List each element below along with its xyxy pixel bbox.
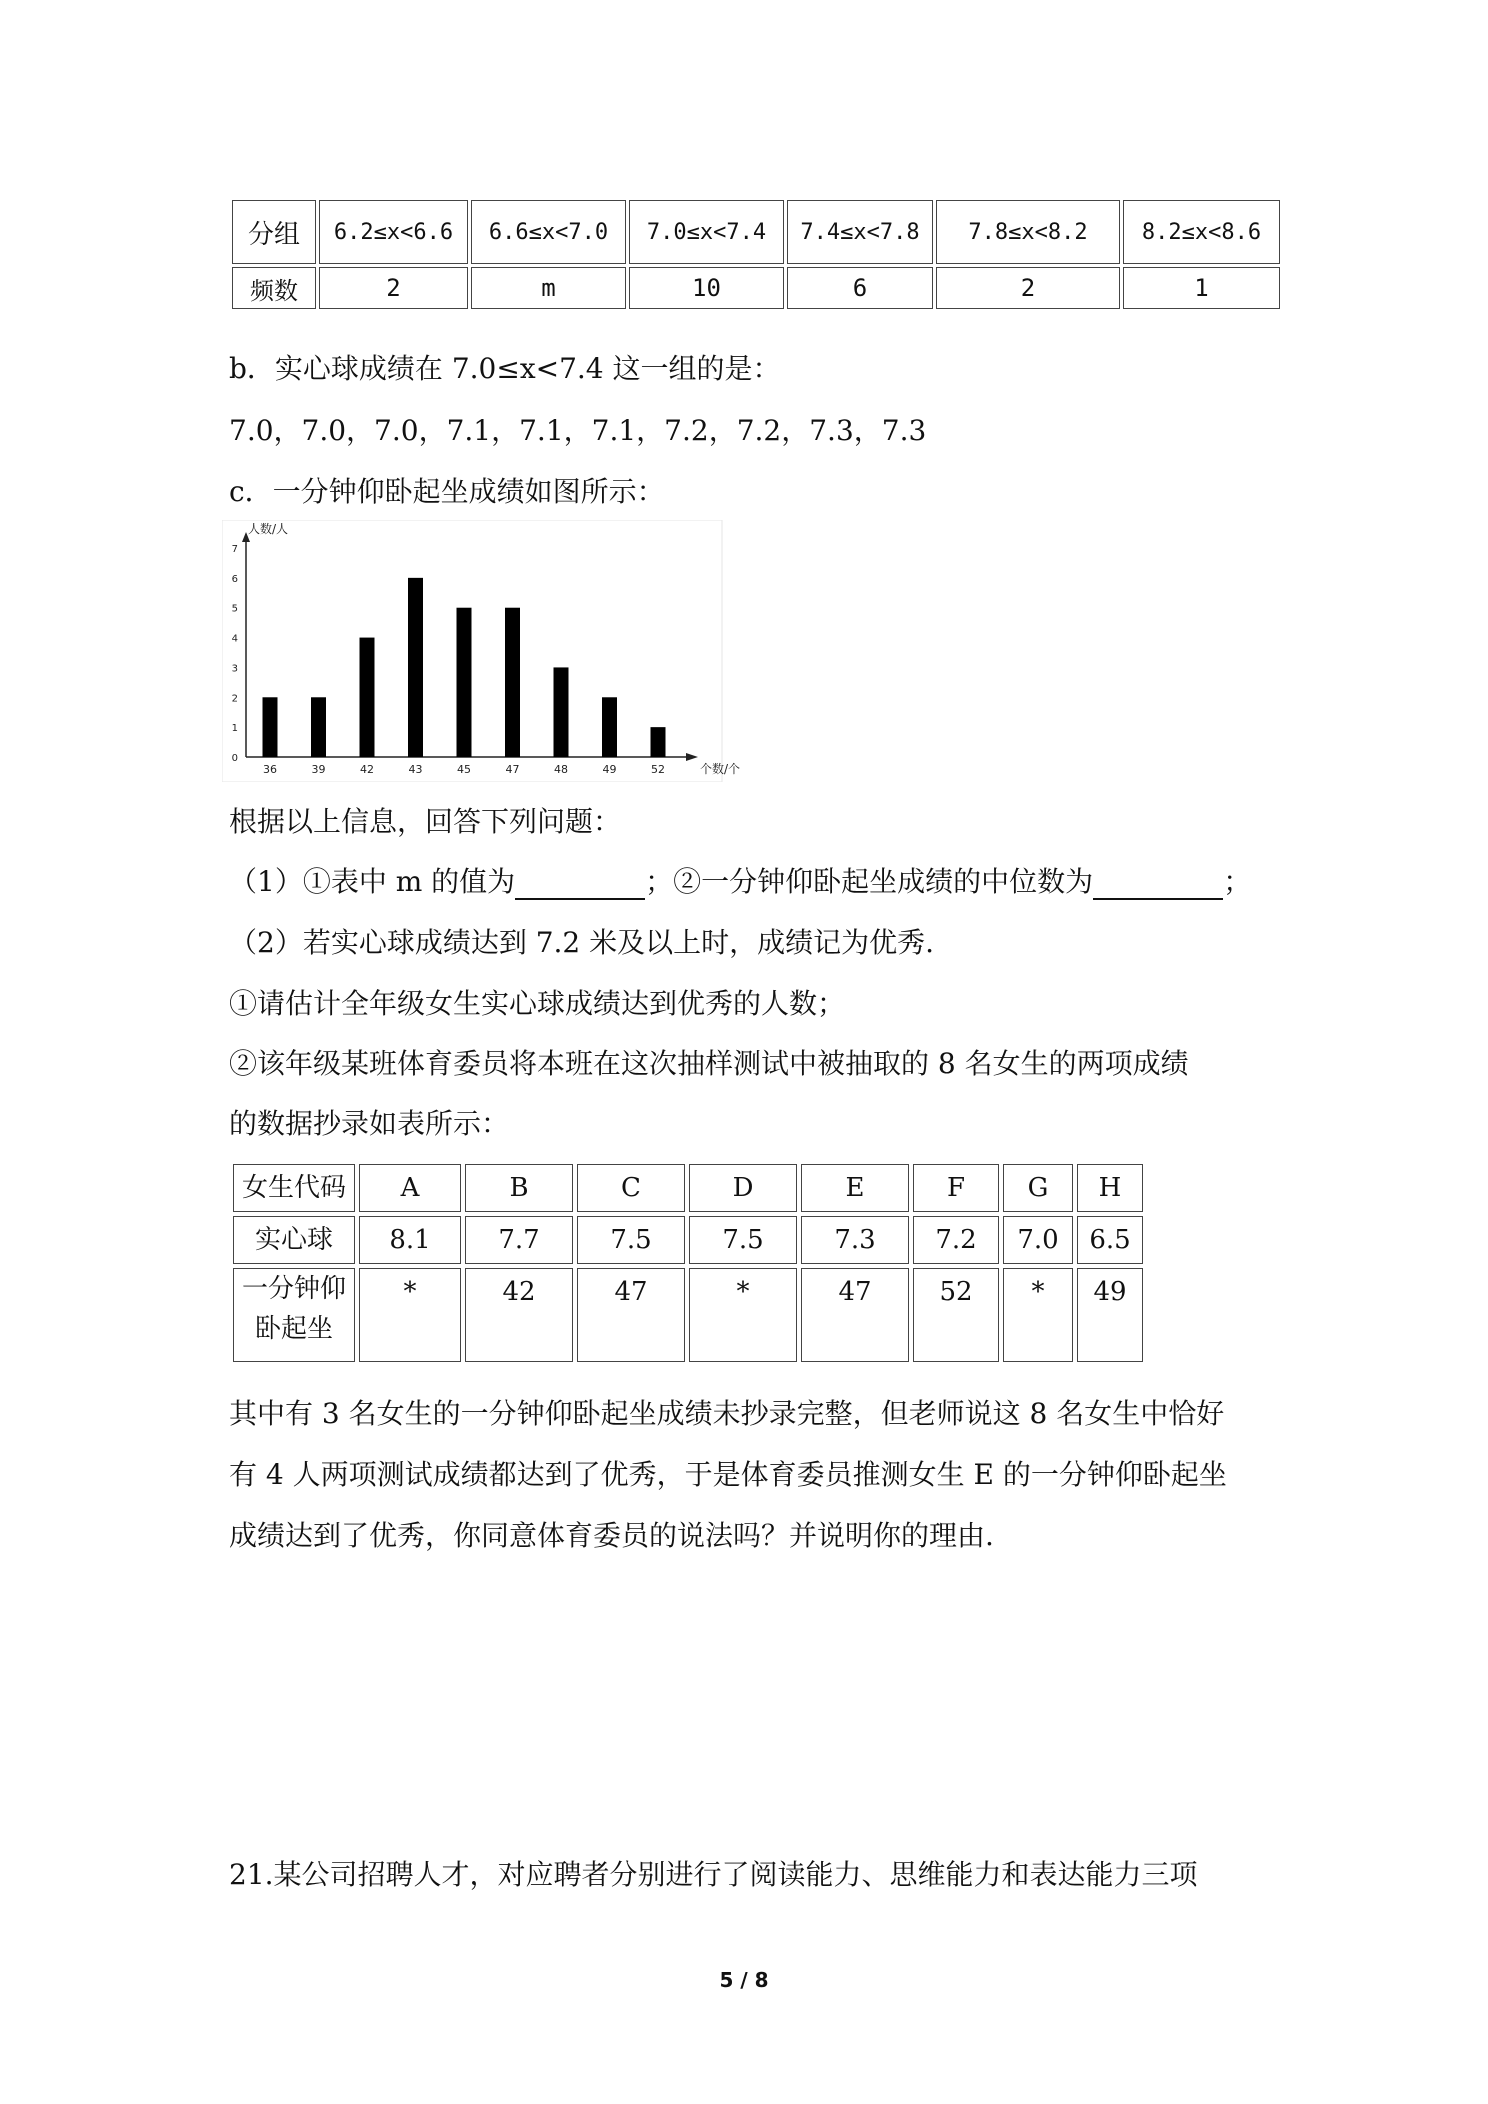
table-cell: 分组 (232, 200, 316, 264)
table-cell: 6.6≤x<7.0 (471, 200, 626, 264)
table-cell: 6 (787, 267, 933, 309)
table-cell (233, 1268, 355, 1362)
table-cell: * (359, 1268, 461, 1362)
table-cell: 52 (913, 1268, 999, 1362)
chart-frame (222, 520, 722, 782)
text-line: c．一分钟仰卧起坐成绩如图所示： (229, 475, 665, 508)
table-cell: 7.0≤x<7.4 (629, 200, 784, 264)
bar (360, 638, 375, 757)
table-cell: 2 (936, 267, 1120, 309)
table-cell: 7.5 (577, 1216, 685, 1264)
bar (408, 578, 423, 757)
table-cell: H (1077, 1164, 1143, 1212)
table-cell: 7.2 (913, 1216, 999, 1264)
table-row (232, 200, 1280, 264)
table-cell: 女生代码 (233, 1164, 355, 1212)
x-tick-label: 47 (505, 763, 520, 776)
text-line: b．实心球成绩在 7.0≤x<7.4 这一组的是： (229, 352, 781, 385)
bar (554, 667, 569, 757)
table-cell: 47 (577, 1268, 685, 1362)
table-cell: 7.3 (801, 1216, 909, 1264)
table-cell: 42 (465, 1268, 573, 1362)
table-row (232, 267, 1280, 309)
text-span: （1）①表中 m 的值为 (229, 865, 516, 898)
bar (457, 608, 472, 757)
x-axis-label: 个数/个 (700, 762, 741, 776)
y-tick-label: 3 (231, 663, 238, 675)
question-1 (229, 860, 1251, 900)
text-line: ②该年级某班体育委员将本班在这次抽样测试中被抽取的 8 名女生的两项成绩 (229, 1047, 1189, 1080)
text-line: （2）若实心球成绩达到 7.2 米及以上时，成绩记为优秀. (229, 926, 935, 959)
x-tick-label: 52 (651, 763, 665, 776)
text-line: ①请估计全年级女生实心球成绩达到优秀的人数； (229, 987, 846, 1020)
text-span: ；②一分钟仰卧起坐成绩的中位数为 (645, 865, 1094, 898)
table-row (233, 1216, 1143, 1264)
bar (602, 697, 617, 757)
table-cell: 10 (629, 267, 784, 309)
table-cell: 6.5 (1077, 1216, 1143, 1264)
table-cell: 7.5 (689, 1216, 797, 1264)
question-21: 21.某公司招聘人才，对应聘者分别进行了阅读能力、思维能力和表达能力三项 (229, 1858, 1198, 1891)
table-cell: 49 (1077, 1268, 1143, 1362)
table-cell: 7.4≤x<7.8 (787, 200, 933, 264)
x-tick-label: 43 (408, 763, 423, 776)
table-cell: D (689, 1164, 797, 1212)
y-axis-label: 人数/人 (248, 522, 289, 536)
table-cell: * (689, 1268, 797, 1362)
table-row (233, 1164, 1143, 1212)
table-cell: G (1003, 1164, 1073, 1212)
x-tick-label: 42 (360, 763, 374, 776)
table-cell: A (359, 1164, 461, 1212)
table-row (233, 1268, 1143, 1362)
bar (651, 727, 666, 757)
text-line: 根据以上信息，回答下列问题： (229, 805, 622, 838)
text-line: 7.0，7.0，7.0，7.1，7.1，7.1，7.2，7.2，7.3，7.3 (229, 414, 927, 447)
table-cell: E (801, 1164, 909, 1212)
table-cell: 7.7 (465, 1216, 573, 1264)
answer-blank (515, 868, 645, 900)
table-cell: 8.1 (359, 1216, 461, 1264)
student-scores-table (229, 1160, 1147, 1366)
text-span: ； (1223, 865, 1252, 898)
table-cell: F (913, 1164, 999, 1212)
bar (505, 608, 520, 757)
y-tick-label: 6 (231, 573, 238, 585)
table-cell: 7.0 (1003, 1216, 1073, 1264)
x-tick-label: 45 (457, 763, 471, 776)
table-cell: 2 (319, 267, 468, 309)
text-line: 其中有 3 名女生的一分钟仰卧起坐成绩未抄录完整，但老师说这 8 名女生中恰好 (229, 1397, 1225, 1430)
x-tick-label: 36 (263, 763, 277, 776)
table-cell: 47 (801, 1268, 909, 1362)
table-cell: 7.8≤x<8.2 (936, 200, 1120, 264)
situp-bar-chart (222, 520, 742, 782)
y-tick-label: 1 (231, 723, 238, 735)
text-line: 有 4 人两项测试成绩都达到了优秀，于是体育委员推测女生 E 的一分钟仰卧起坐 (229, 1458, 1227, 1491)
x-tick-label: 49 (602, 763, 617, 776)
text-line: 成绩达到了优秀，你同意体育委员的说法吗？并说明你的理由. (229, 1519, 994, 1552)
y-tick-label: 5 (231, 603, 238, 615)
y-tick-label: 2 (231, 693, 238, 705)
y-tick-label: 0 (231, 753, 238, 764)
answer-blank (1093, 868, 1223, 900)
bar (311, 697, 326, 757)
table-cell: 1 (1123, 267, 1280, 309)
text-line: 的数据抄录如表所示： (229, 1107, 510, 1140)
table-cell: 频数 (232, 267, 316, 309)
y-tick-label: 4 (231, 633, 238, 645)
table-cell: 实心球 (233, 1216, 355, 1264)
table-cell: 8.2≤x<8.6 (1123, 200, 1280, 264)
frequency-table (229, 197, 1283, 312)
cell-line: 卧起坐 (254, 1314, 333, 1344)
table-cell: B (465, 1164, 573, 1212)
table-cell: * (1003, 1268, 1073, 1362)
page-number: 5 / 8 (719, 1968, 769, 1992)
table-cell: 6.2≤x<6.6 (319, 200, 468, 264)
x-tick-label: 48 (554, 763, 568, 776)
y-tick-label: 7 (231, 544, 238, 555)
table-cell: m (471, 267, 626, 309)
x-tick-label: 39 (311, 763, 326, 776)
cell-line: 一分钟仰 (241, 1274, 346, 1304)
table-cell: C (577, 1164, 685, 1212)
bar (263, 697, 278, 757)
